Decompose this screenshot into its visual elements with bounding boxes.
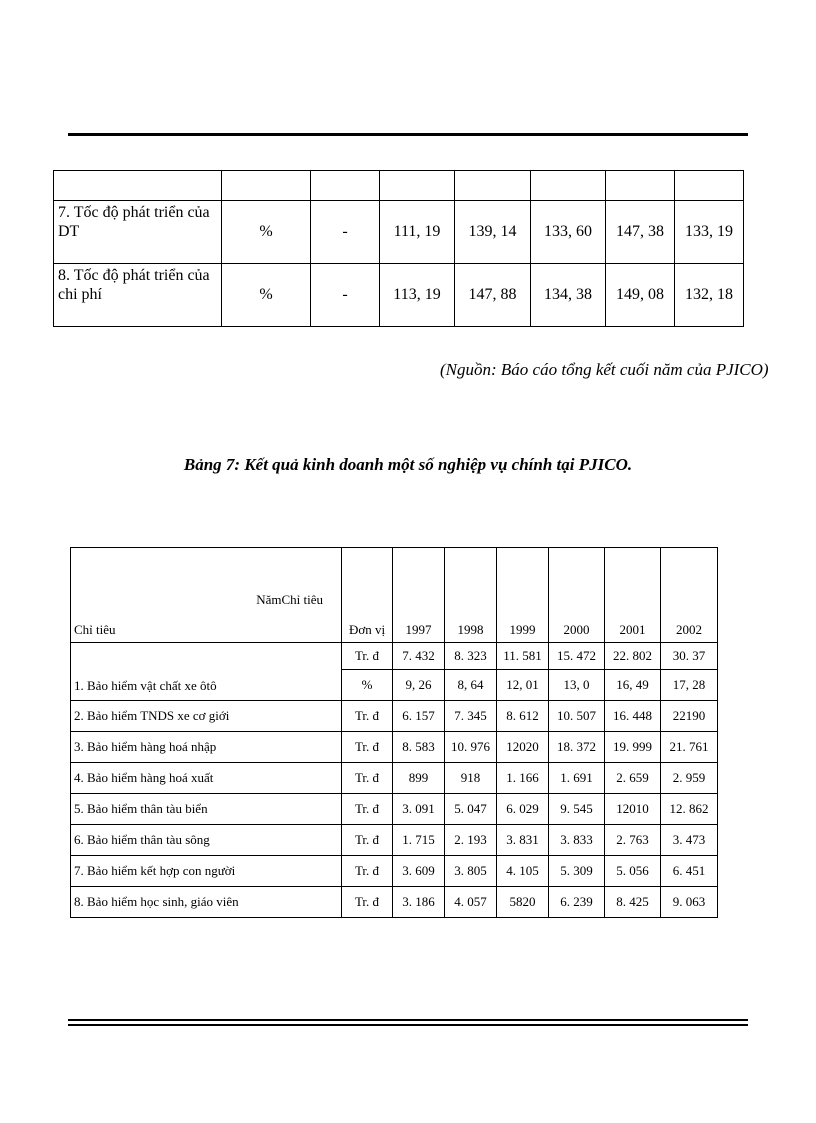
year-header: 2002 bbox=[661, 548, 718, 643]
base-cell: - bbox=[311, 201, 380, 264]
row-label: 7. Bảo hiểm kết hợp con người bbox=[71, 856, 342, 887]
value-cell: 5. 309 bbox=[549, 856, 605, 887]
value-cell: 133, 19 bbox=[675, 201, 744, 264]
value-cell: 17, 28 bbox=[661, 670, 718, 701]
business-results-table bbox=[70, 547, 718, 918]
value-cell: 16, 49 bbox=[605, 670, 661, 701]
growth-table bbox=[53, 170, 744, 327]
header-year-label: NămChỉ tiêu bbox=[256, 592, 323, 607]
value-cell: 147, 88 bbox=[455, 264, 531, 327]
value-cell: 1. 715 bbox=[393, 825, 445, 856]
value-cell: 18. 372 bbox=[549, 732, 605, 763]
value-cell: 4. 105 bbox=[497, 856, 549, 887]
value-cell: 3. 831 bbox=[497, 825, 549, 856]
row-label: 2. Bảo hiểm TNDS xe cơ giới bbox=[71, 701, 342, 732]
table-row bbox=[71, 643, 718, 670]
value-cell: 2. 959 bbox=[661, 763, 718, 794]
value-cell: 1. 691 bbox=[549, 763, 605, 794]
value-cell: 1. 166 bbox=[497, 763, 549, 794]
value-cell: 8. 425 bbox=[605, 887, 661, 918]
year-header: 2000 bbox=[549, 548, 605, 643]
row-label: 8. Bảo hiểm học sinh, giáo viên bbox=[71, 887, 342, 918]
unit-cell: Tr. đ bbox=[342, 763, 393, 794]
unit-cell: Tr. đ bbox=[342, 732, 393, 763]
value-cell: 15. 472 bbox=[549, 643, 605, 670]
value-cell: 12020 bbox=[497, 732, 549, 763]
table-row bbox=[71, 825, 718, 856]
value-cell: 19. 999 bbox=[605, 732, 661, 763]
value-cell: 132, 18 bbox=[675, 264, 744, 327]
bottom-rule bbox=[68, 1019, 748, 1021]
unit-cell: Tr. đ bbox=[342, 887, 393, 918]
top-rule bbox=[68, 133, 748, 136]
table-row bbox=[54, 171, 744, 201]
value-cell: 6. 451 bbox=[661, 856, 718, 887]
table-row bbox=[71, 794, 718, 825]
value-cell: 5. 047 bbox=[445, 794, 497, 825]
value-cell: 899 bbox=[393, 763, 445, 794]
table-row bbox=[71, 701, 718, 732]
value-cell: 13, 0 bbox=[549, 670, 605, 701]
value-cell: 7. 345 bbox=[445, 701, 497, 732]
table-row bbox=[54, 264, 744, 327]
row-label: 6. Bảo hiểm thân tàu sông bbox=[71, 825, 342, 856]
value-cell: 9. 063 bbox=[661, 887, 718, 918]
value-cell: 3. 609 bbox=[393, 856, 445, 887]
unit-cell: Tr. đ bbox=[342, 643, 393, 670]
year-header: 1999 bbox=[497, 548, 549, 643]
corner-header bbox=[71, 548, 342, 643]
value-cell: 2. 193 bbox=[445, 825, 497, 856]
value-cell: 3. 805 bbox=[445, 856, 497, 887]
value-cell: 22190 bbox=[661, 701, 718, 732]
value-cell: 5. 056 bbox=[605, 856, 661, 887]
value-cell: 6. 239 bbox=[549, 887, 605, 918]
table-row bbox=[71, 732, 718, 763]
value-cell: 9, 26 bbox=[393, 670, 445, 701]
value-cell: 918 bbox=[445, 763, 497, 794]
year-header: 1997 bbox=[393, 548, 445, 643]
value-cell: 8. 583 bbox=[393, 732, 445, 763]
value-cell: 133, 60 bbox=[531, 201, 606, 264]
value-cell: 5820 bbox=[497, 887, 549, 918]
value-cell: 8, 64 bbox=[445, 670, 497, 701]
table-row bbox=[54, 201, 744, 264]
value-cell: 111, 19 bbox=[380, 201, 455, 264]
value-cell: 6. 029 bbox=[497, 794, 549, 825]
table-row bbox=[71, 887, 718, 918]
row-label: 5. Bảo hiểm thân tàu biển bbox=[71, 794, 342, 825]
table-body bbox=[71, 701, 718, 918]
unit-cell: % bbox=[222, 201, 311, 264]
row-label: 7. Tốc độ phát triển của DT bbox=[54, 201, 222, 264]
year-header: 1998 bbox=[445, 548, 497, 643]
value-cell: 12010 bbox=[605, 794, 661, 825]
base-cell: - bbox=[311, 264, 380, 327]
value-cell: 3. 833 bbox=[549, 825, 605, 856]
value-cell: 9. 545 bbox=[549, 794, 605, 825]
value-cell: 113, 19 bbox=[380, 264, 455, 327]
unit-cell: Tr. đ bbox=[342, 794, 393, 825]
value-cell: 139, 14 bbox=[455, 201, 531, 264]
row-label: 3. Bảo hiểm hàng hoá nhập bbox=[71, 732, 342, 763]
value-cell: 8. 323 bbox=[445, 643, 497, 670]
header-indicator-label: Chỉ tiêu bbox=[74, 622, 116, 637]
unit-cell: Tr. đ bbox=[342, 856, 393, 887]
row-label: 4. Bảo hiểm hàng hoá xuất bbox=[71, 763, 342, 794]
value-cell: 30. 37 bbox=[661, 643, 718, 670]
row-label-text: 1. Bảo hiểm vật chất xe ôtô bbox=[74, 678, 217, 693]
unit-header: Đơn vị bbox=[342, 548, 393, 643]
value-cell: 2. 659 bbox=[605, 763, 661, 794]
value-cell: 147, 38 bbox=[606, 201, 675, 264]
value-cell: 3. 091 bbox=[393, 794, 445, 825]
value-cell: 10. 976 bbox=[445, 732, 497, 763]
value-cell: 2. 763 bbox=[605, 825, 661, 856]
value-cell: 12, 01 bbox=[497, 670, 549, 701]
unit-cell: Tr. đ bbox=[342, 701, 393, 732]
value-cell: 7. 432 bbox=[393, 643, 445, 670]
value-cell: 3. 473 bbox=[661, 825, 718, 856]
value-cell: 16. 448 bbox=[605, 701, 661, 732]
row-label bbox=[71, 643, 342, 701]
value-cell: 22. 802 bbox=[605, 643, 661, 670]
unit-cell: Tr. đ bbox=[342, 825, 393, 856]
value-cell: 11. 581 bbox=[497, 643, 549, 670]
unit-cell: % bbox=[342, 670, 393, 701]
year-header: 2001 bbox=[605, 548, 661, 643]
value-cell: 12. 862 bbox=[661, 794, 718, 825]
bottom-rule bbox=[68, 1024, 748, 1026]
value-cell: 6. 157 bbox=[393, 701, 445, 732]
value-cell: 21. 761 bbox=[661, 732, 718, 763]
value-cell: 134, 38 bbox=[531, 264, 606, 327]
table-row bbox=[71, 763, 718, 794]
value-cell: 149, 08 bbox=[606, 264, 675, 327]
row-label: 8. Tốc độ phát triển của chi phí bbox=[54, 264, 222, 327]
table-row bbox=[71, 856, 718, 887]
value-cell: 10. 507 bbox=[549, 701, 605, 732]
table-title: Bảng 7: Kết quả kinh doanh một số nghiệp vụ chính tại PJICO. bbox=[183, 455, 633, 474]
value-cell: 4. 057 bbox=[445, 887, 497, 918]
header-row bbox=[71, 548, 718, 643]
source-note: (Nguồn: Báo cáo tổng kết cuối năm của PJICO) bbox=[440, 360, 769, 379]
value-cell: 8. 612 bbox=[497, 701, 549, 732]
value-cell: 3. 186 bbox=[393, 887, 445, 918]
unit-cell: % bbox=[222, 264, 311, 327]
